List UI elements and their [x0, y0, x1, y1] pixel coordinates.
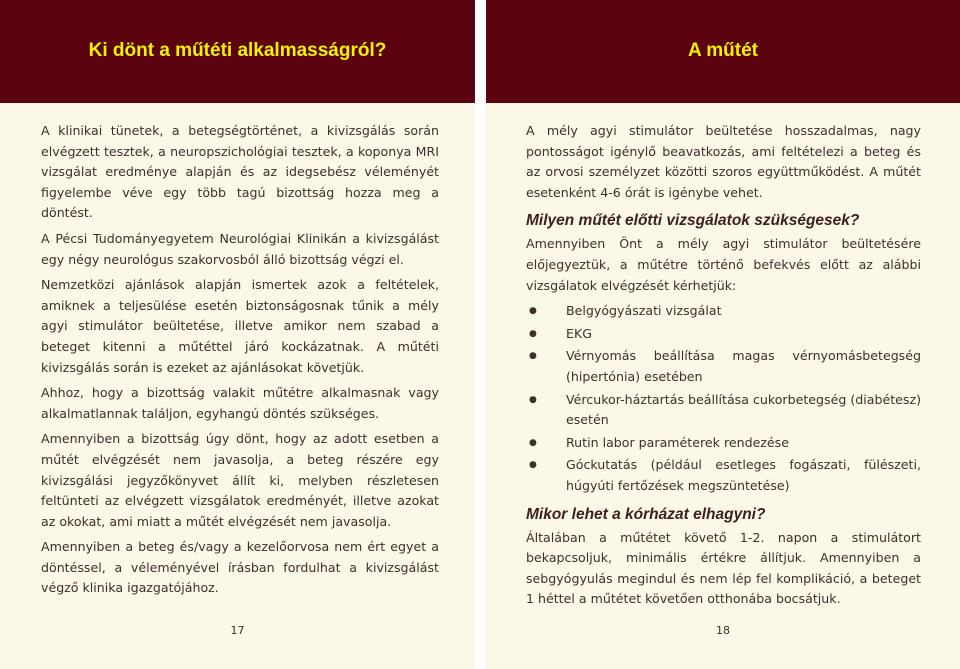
- exams-heading: Milyen műtét előtti vizsgálatok szükségesek?: [526, 212, 860, 230]
- left-paragraph-4: Ahhoz, hogy a bizottság valakit műtétre alkalmasnak vagy alkalmatlannak találjon, egyhangú döntés szükséges.: [41, 385, 439, 421]
- right-intro-paragraph: A mély agyi stimulátor beültetése hosszadalmas, nagy pontosságot igénylő beavatkozás, ami feltételezi a beteg és az orvosi személyzet közötti szoros együttműködést. A műtét esetenként 4-6 órát is igénybe vehet.: [526, 123, 921, 200]
- list-item: ● Belgyógyászati vizsgálat: [526, 301, 921, 322]
- left-paragraph-5: Amennyiben a bizottság úgy dönt, hogy az adott esetben a műtét elvégzését nem javasolja, a beteg részére egy kivizsgálási jegyzőkönyvet állít ki, melyben részletesen feltünteti az elvégzett vizsgálatok eredményét, illetve azokat az okokat, ami miatt a műtét elvégzését nem javasolja.: [41, 431, 439, 529]
- left-page-title: Ki dönt a műtéti alkalmasságról?: [88, 40, 387, 61]
- left-paragraph-1: A klinikai tünetek, a betegségtörténet, a kivizsgálás során elvégzett tesztek, a neuropszichológiai tesztek, a koponya MRI vizsgálat eredménye alapján és az idegsebész véleményét figyelembe véve egy több tagú bizottság hozza meg a döntést.: [41, 123, 439, 221]
- left-paragraph-6: Amennyiben a beteg és/vagy a kezelőorvosa nem ért egyet a döntéssel, a véleményével írásban fordulhat a kivizsgálást végző klinika igazgatójához.: [41, 539, 439, 596]
- list-item: ● Góckutatás (például esetleges fogászati, fülészeti, húgyúti fertőzések megszüntetése): [526, 455, 921, 496]
- list-item: ● EKG: [526, 324, 921, 345]
- right-page-body: [526, 121, 921, 615]
- list-item: ● Vérnyomás beállítása magas vérnyomásbetegség (hipertónia) esetében: [526, 346, 921, 387]
- discharge-heading: Mikor lehet a kórházat elhagyni?: [526, 505, 766, 523]
- right-page-number: 18: [716, 624, 730, 637]
- list-item: ● Rutin labor paraméterek rendezése: [526, 433, 921, 454]
- left-paragraph-2: A Pécsi Tudományegyetem Neurológiai Klinikán a kivizsgálást egy négy neurológus szakorvosból álló bizottság végzi el.: [41, 230, 439, 267]
- discharge-paragraph: Általában a műtétet követő 1-2. napon a stimulátort bekapcsoljuk, minimális értékre állítjuk. Amennyiben a sebgyógyulás megindul és nem lép fel komplikáció, a beteget 1 héttel a műtétet követően otthonába bocsátjuk.: [526, 529, 921, 607]
- left-page-body: [41, 121, 439, 604]
- list-item: ● Vércukor-háztartás beállítása cukorbetegség (diabétesz) esetén: [526, 390, 921, 431]
- right-page-title: A műtét: [687, 40, 759, 61]
- left-page-number: 17: [230, 624, 245, 637]
- left-header-band: [0, 0, 475, 103]
- exams-intro: Amennyiben Önt a mély agyi stimulátor beültetésére előjegyeztük, a műtétre történő befekvés előtt az alábbi vizsgálatok elvégzését kérhetjük:: [526, 236, 921, 293]
- left-page: [0, 0, 475, 669]
- exams-list: [526, 301, 921, 496]
- left-paragraph-3: Nemzetközi ajánlások alapján ismertek azok a feltételek, amiknek a teljesülése esetén biztonságosnak tűnik a mély agyi stimulátor beültetése, illetve amikor nem szabad a beteget kitenni a műtéttel járó kockázatnak. A műtéti kivizsgálás során is ezeket az ajánlásokat követjük.: [41, 277, 439, 375]
- right-header-band: [486, 0, 960, 103]
- right-page: [486, 0, 960, 669]
